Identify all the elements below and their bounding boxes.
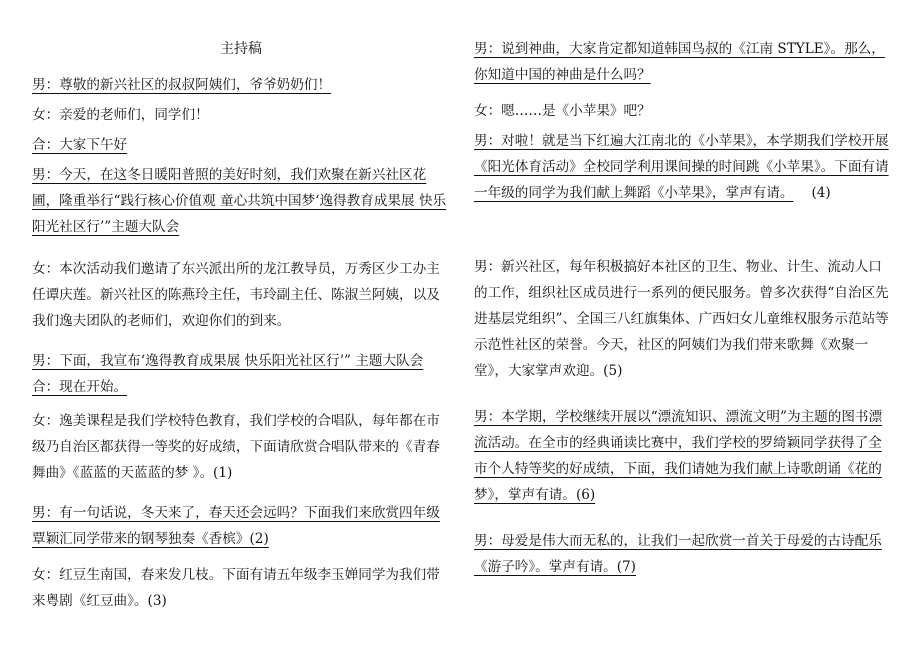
line-together-greeting: 合：大家下午好: [32, 137, 128, 153]
line-male-poem: 男：母爱是伟大而无私的，让我们一起欣赏一首关于母爱的古诗配乐《游子吟》。掌声有请。(7): [474, 533, 882, 575]
paragraph: [32, 562, 450, 614]
line-male-announce: 男：下面，我宣布‘逸得教育成果展 快乐阳光社区行’” 主题大队会: [32, 353, 424, 369]
line-male-community: 男：新兴社区，每年积极搞好本社区的卫生、物业、计生、流动人口的工作，组织社区成员进行一系列的便民服务。曾多次获得“自治区先进基层党组织”、全国三八红旗集体、广西妇女儿童维权服务示范站等示范性社区的荣誉。今天，社区的阿姨们为我们带来歌舞《欢聚一堂》，大家掌声欢迎。(5): [474, 259, 889, 379]
paragraph: [474, 128, 894, 206]
paragraph: [32, 256, 450, 334]
paragraph: [32, 72, 450, 98]
line-male-opening: 男：今天，在这冬日暖阳普照的美好时刻，我们欢聚在新兴社区花圃，隆重举行“践行核心价值观 童心共筑中国梦‘逸得教育成果展 快乐阳光社区行’”主题大队会: [32, 167, 447, 235]
line-male-book-drift: 男：本学期，学校继续开展以“漂流知识、漂流文明”为主题的图书漂流活动。在全市的经典诵读比赛中，我们学校的罗绮颖同学获得了全市个人特等奖的好成绩，下面，我们请她为我们献上诗歌朗诵《花的梦》，掌声有请。(6): [474, 409, 883, 503]
line-male-greeting: 男：尊敬的新兴社区的叔叔阿姨们，爷爷奶奶们！: [32, 77, 332, 93]
paragraph: [32, 348, 450, 400]
line-together-start: 合：现在开始。: [32, 379, 128, 395]
paragraph: [474, 98, 894, 124]
line-male-piano: 男：有一句话说，冬天来了，春天还会远吗？下面我们来欣赏四年级覃颖汇同学带来的钢琴独奏《香槟》(2): [32, 505, 440, 547]
line-female-choir: 女：逸美课程是我们学校特色教育，我们学校的合唱队，每年都在市级乃自治区都获得一等奖的好成绩，下面请欣赏合唱队带来的《青春舞曲》《蓝蓝的天蓝蓝的梦 》。(1): [32, 413, 440, 481]
document-title: 主持稿: [220, 41, 262, 57]
line-female-greeting: 女：亲爱的老师们，同学们！: [32, 107, 209, 123]
line-female-guests: 女：本次活动我们邀请了东兴派出所的龙江教导员，万秀区少工办主任谭庆莲。新兴社区的陈燕玲主任，韦玲副主任、陈淑兰阿姨，以及我们逸夫团队的老师们，欢迎你们的到来。: [32, 261, 440, 329]
paragraph: [474, 528, 894, 580]
paragraph: [32, 132, 450, 158]
paragraph: [474, 36, 894, 88]
line-female-apple: 女：嗯……是《小苹果》吧？: [474, 103, 651, 119]
item-number-4: (4): [811, 185, 831, 201]
line-male-little-apple: 男：对啦！就是当下红遍大江南北的《小苹果》，本学期我们学校开展《阳光体育活动》全校同学利用课间操的时间跳《小苹果》。下面有请一年级的同学为我们献上舞蹈《小苹果》，掌声有请。: [474, 133, 889, 201]
paragraph: [32, 102, 450, 128]
paragraph: [474, 404, 894, 508]
paragraph: [32, 500, 450, 552]
paragraph: [474, 254, 894, 384]
paragraph: [32, 408, 450, 486]
line-female-opera: 女：红豆生南国，春来发几枝。下面有请五年级李玉婵同学为我们带来粤剧《红豆曲》。(3): [32, 567, 440, 609]
paragraph: [32, 162, 450, 240]
line-male-gangnam: 男：说到神曲，大家肯定都知道韩国鸟叔的《江南 STYLE》。那么，你知道中国的神曲是什么吗？: [474, 41, 885, 83]
